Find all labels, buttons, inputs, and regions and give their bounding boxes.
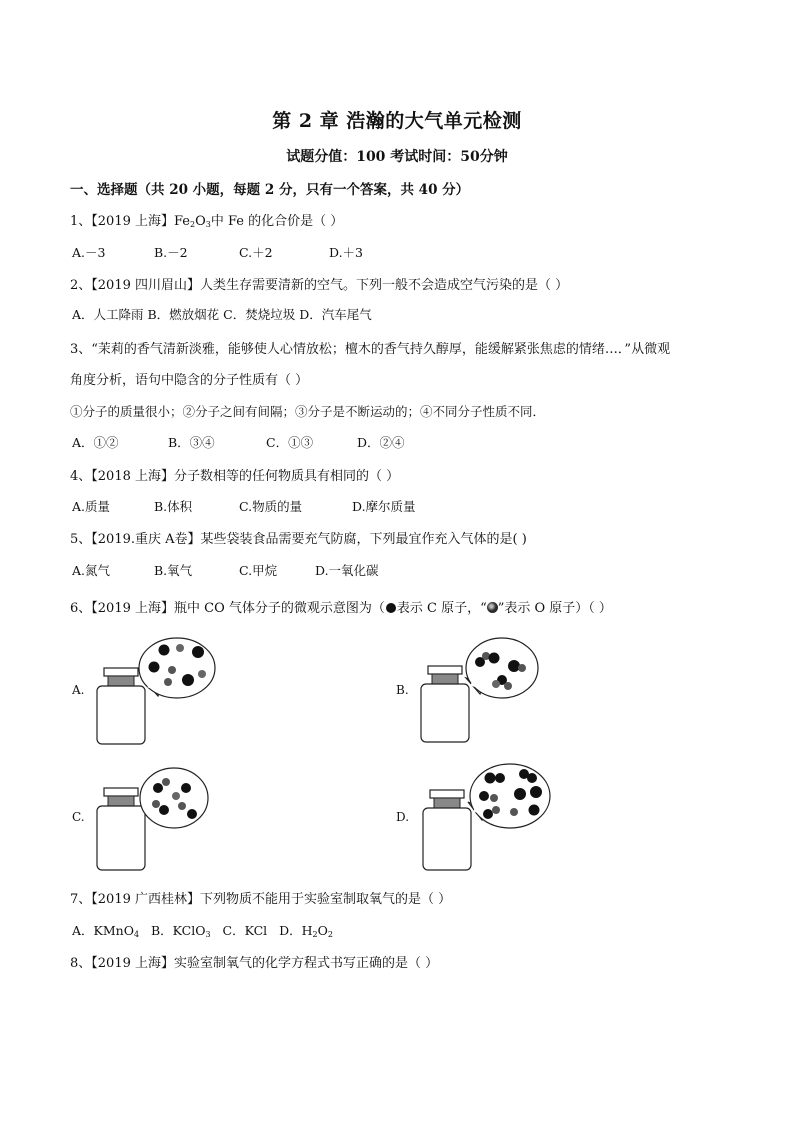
gas-jar-icon — [421, 666, 469, 742]
q1-option-b: B.－2 — [154, 245, 188, 260]
q5-option-d: D.一氧化碳 — [315, 563, 379, 578]
page-title: 第 2 章 浩瀚的大气单元检测 — [272, 110, 522, 132]
q3-option-d: D．②④ — [357, 435, 405, 450]
q6-figure-b — [416, 632, 546, 747]
q4-option-c: C.物质的量 — [239, 499, 303, 514]
q3-option-c: C．①③ — [266, 435, 314, 450]
question-8-stem: 8、【2019 上海】实验室制氧气的化学方程式书写正确的是（ ） — [70, 956, 439, 971]
q2-options: A．人工降雨 B．燃放烟花 C．焚烧垃圾 D．汽车尾气 — [72, 307, 372, 322]
question-4-stem: 4、【2018 上海】分子数相等的任何物质具有相同的（ ） — [70, 469, 400, 484]
exam-info: 试题分值：100 考试时间：50分钟 — [286, 149, 508, 165]
question-5-stem: 5、【2019.重庆 A卷】某些袋装食品需要充气防腐，下列最宜作充入气体的是( ) — [70, 532, 527, 547]
question-6-stem: 6、【2019 上海】瓶中 CO 气体分子的微观示意图为（ 表示 C 原子，“ ”表示 O 原子）（ ） — [70, 601, 612, 616]
q5-option-c: C.甲烷 — [239, 563, 278, 578]
q1-option-d: D.＋3 — [329, 245, 364, 260]
q3-option-a: A．①② — [72, 435, 119, 450]
q6-option-d-label: D. — [396, 810, 410, 824]
question-1-stem: 1、【2019 上海】$Fe_2O_3$中 Fe 的化合价是（ ） — [70, 214, 344, 229]
q5-option-a: A.氮气 — [72, 563, 111, 578]
q6-option-a-label: A. — [72, 683, 85, 697]
q4-option-b: B.体积 — [154, 499, 193, 514]
q6-option-b-label: B. — [396, 683, 409, 697]
q1-option-a: A.－3 — [72, 245, 106, 260]
q3-option-b: B．③④ — [168, 435, 215, 450]
q6-figure-c — [92, 762, 222, 880]
question-3-statements: ①分子的质量很小；②分子之间有间隔；③分子是不断运动的；④不同分子性质不同． — [70, 404, 546, 419]
gas-jar-icon — [97, 668, 145, 744]
oxygen-atom-icon — [487, 602, 498, 613]
speech-bubble-icon — [466, 638, 538, 698]
gas-jar-icon — [423, 790, 471, 870]
q1-option-c: C.＋2 — [239, 245, 273, 260]
question-3-line-2: 角度分析，语句中隐含的分子性质有（ ） — [70, 373, 309, 388]
gas-jar-icon — [97, 788, 145, 870]
section-heading: 一、选择题（共 20 小题，每题 2 分，只有一个答案，共 40 分） — [70, 182, 470, 198]
carbon-atom-icon — [386, 603, 396, 613]
question-3-line-1: 3、“茉莉的香气清新淡雅，能够使人心情放松；檀木的香气持久醇厚，能缓解紧张焦虑的情绪…．”从微观 — [70, 342, 671, 357]
q7-options: A．KMnO$_4$ B．KClO$_3$ C．KCl D．$H_2O_2$ — [72, 923, 333, 939]
q4-option-d: D.摩尔质量 — [352, 499, 416, 514]
q6-figure-d — [416, 758, 556, 880]
q5-option-b: B.氧气 — [154, 563, 193, 578]
q4-option-a: A.质量 — [72, 499, 111, 514]
q6-option-c-label: C. — [72, 810, 85, 824]
question-7-stem: 7、【2019 广西桂林】下列物质不能用于实验室制取氧气的是（ ） — [70, 892, 452, 907]
q6-figure-a — [92, 630, 222, 750]
question-2-stem: 2、【2019 四川眉山】人类生存需要清新的空气。下列一般不会造成空气污染的是（ ） — [70, 278, 569, 293]
